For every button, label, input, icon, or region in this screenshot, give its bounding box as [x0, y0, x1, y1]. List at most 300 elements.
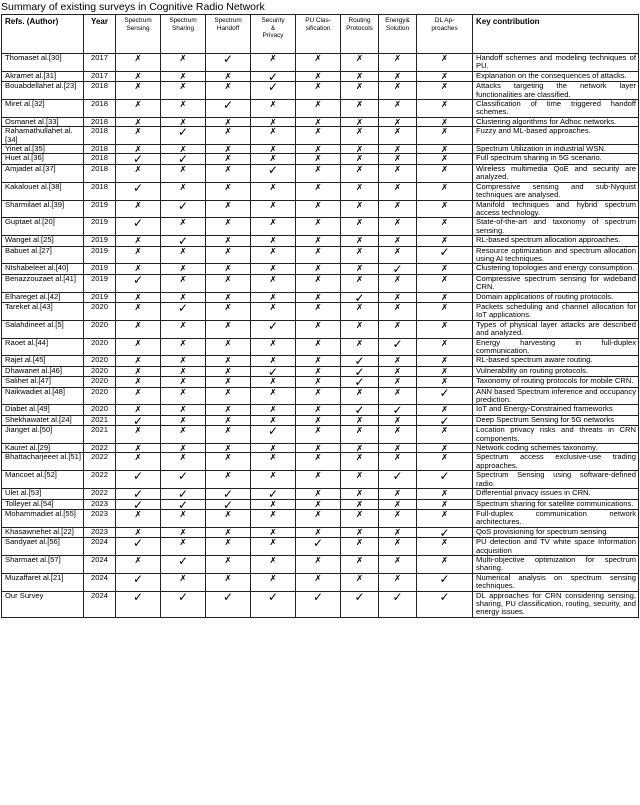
table-row: [2, 366, 639, 376]
ref-author: Bouabdellahet al.[23]: [2, 82, 84, 100]
year: 2020: [84, 302, 116, 320]
year: 2017: [84, 71, 116, 81]
cross-icon: ✗: [296, 246, 341, 264]
cross-icon: ✗: [116, 164, 161, 182]
column-header: Refs. (Author): [2, 15, 84, 54]
cross-icon: ✗: [417, 236, 473, 246]
cross-icon: ✗: [116, 509, 161, 527]
key-contribution: Wireless multimedia QoE and security are analyzed.: [473, 164, 639, 182]
cross-icon: ✗: [296, 82, 341, 100]
table-row: [2, 499, 639, 509]
cross-icon: ✗: [341, 236, 379, 246]
year: 2018: [84, 100, 116, 118]
cross-icon: ✗: [379, 538, 417, 556]
table-row: [2, 71, 639, 81]
column-header: Spectrum Sharing: [161, 15, 206, 54]
cross-icon: ✗: [206, 387, 251, 405]
cross-icon: ✗: [206, 82, 251, 100]
cross-icon: ✗: [206, 338, 251, 356]
key-contribution: Taxonomy of routing protocols for mobile CRN.: [473, 377, 639, 387]
cross-icon: ✗: [296, 444, 341, 453]
key-contribution: Network coding schemes taxonomy.: [473, 444, 639, 453]
cross-icon: ✗: [251, 236, 296, 246]
cross-icon: ✗: [251, 218, 296, 236]
year: 2019: [84, 274, 116, 292]
key-contribution: Clustering algorithms for Adhoc networks.: [473, 117, 639, 126]
year: 2019: [84, 218, 116, 236]
cross-icon: ✗: [379, 145, 417, 154]
cross-icon: ✗: [417, 509, 473, 527]
cross-icon: ✗: [341, 182, 379, 200]
cross-icon: ✗: [161, 274, 206, 292]
cross-icon: ✗: [341, 509, 379, 527]
cross-icon: ✗: [116, 54, 161, 72]
cross-icon: ✗: [296, 302, 341, 320]
cross-icon: ✗: [116, 377, 161, 387]
table-row: [2, 200, 639, 218]
check-icon: ✓: [341, 591, 379, 617]
check-icon: ✓: [116, 489, 161, 499]
check-icon: ✓: [116, 499, 161, 509]
table-row: [2, 264, 639, 274]
check-icon: ✓: [161, 127, 206, 145]
cross-icon: ✗: [341, 246, 379, 264]
table-row: [2, 182, 639, 200]
table-caption: Summary of existing surveys in Cognitive Radio Network: [1, 1, 265, 13]
cross-icon: ✗: [251, 264, 296, 274]
cross-icon: ✗: [379, 200, 417, 218]
cross-icon: ✗: [161, 182, 206, 200]
check-icon: ✓: [379, 471, 417, 489]
check-icon: ✓: [251, 82, 296, 100]
cross-icon: ✗: [417, 274, 473, 292]
cross-icon: ✗: [251, 338, 296, 356]
cross-icon: ✗: [251, 100, 296, 118]
cross-icon: ✗: [341, 71, 379, 81]
cross-icon: ✗: [206, 274, 251, 292]
cross-icon: ✗: [379, 100, 417, 118]
cross-icon: ✗: [417, 489, 473, 499]
ref-author: Salihet al.[47]: [2, 377, 84, 387]
cross-icon: ✗: [379, 164, 417, 182]
key-contribution: Numerical analysis on spectrum sensing techniques.: [473, 573, 639, 591]
check-icon: ✓: [116, 154, 161, 164]
year: 2023: [84, 527, 116, 537]
cross-icon: ✗: [296, 236, 341, 246]
cross-icon: ✗: [206, 145, 251, 154]
year: 2020: [84, 387, 116, 405]
year: 2023: [84, 499, 116, 509]
cross-icon: ✗: [161, 387, 206, 405]
key-contribution: QoS provisioning for spectrum sensing: [473, 527, 639, 537]
year: 2019: [84, 200, 116, 218]
check-icon: ✓: [417, 471, 473, 489]
cross-icon: ✗: [206, 127, 251, 145]
table-row: [2, 509, 639, 527]
cross-icon: ✗: [116, 292, 161, 302]
check-icon: ✓: [116, 218, 161, 236]
check-icon: ✓: [379, 591, 417, 617]
key-contribution: Multi-objective optimization for spectrum sharing.: [473, 555, 639, 573]
cross-icon: ✗: [379, 387, 417, 405]
cross-icon: ✗: [296, 164, 341, 182]
table-row: [2, 356, 639, 366]
ref-author: Bhattacharjeeet al.[51]: [2, 453, 84, 471]
ref-author: Miret al.[32]: [2, 100, 84, 118]
cross-icon: ✗: [206, 377, 251, 387]
table-row: [2, 302, 639, 320]
cross-icon: ✗: [161, 320, 206, 338]
check-icon: ✓: [116, 274, 161, 292]
cross-icon: ✗: [341, 387, 379, 405]
cross-icon: ✗: [161, 100, 206, 118]
key-contribution: Deep Spectrum Sensing for 5G networks: [473, 415, 639, 425]
table-row: [2, 292, 639, 302]
cross-icon: ✗: [379, 453, 417, 471]
key-contribution: Spectrum Utilization in industrial WSN.: [473, 145, 639, 154]
check-icon: ✓: [379, 338, 417, 356]
year: 2024: [84, 538, 116, 556]
key-contribution: Full spectrum sharing in 5G scenario.: [473, 154, 639, 164]
check-icon: ✓: [417, 527, 473, 537]
cross-icon: ✗: [417, 218, 473, 236]
cross-icon: ✗: [161, 444, 206, 453]
year: 2018: [84, 127, 116, 145]
cross-icon: ✗: [206, 555, 251, 573]
check-icon: ✓: [296, 538, 341, 556]
year: 2019: [84, 236, 116, 246]
cross-icon: ✗: [116, 426, 161, 444]
cross-icon: ✗: [341, 573, 379, 591]
cross-icon: ✗: [251, 538, 296, 556]
ref-author: Shekhawatet al.[24]: [2, 415, 84, 425]
cross-icon: ✗: [161, 82, 206, 100]
cross-icon: ✗: [379, 377, 417, 387]
check-icon: ✓: [251, 164, 296, 182]
cross-icon: ✗: [379, 573, 417, 591]
cross-icon: ✗: [341, 489, 379, 499]
cross-icon: ✗: [251, 356, 296, 366]
cross-icon: ✗: [116, 117, 161, 126]
year: 2022: [84, 453, 116, 471]
cross-icon: ✗: [251, 573, 296, 591]
cross-icon: ✗: [161, 573, 206, 591]
table-body: [2, 54, 639, 618]
cross-icon: ✗: [161, 145, 206, 154]
cross-icon: ✗: [206, 154, 251, 164]
cross-icon: ✗: [417, 264, 473, 274]
ref-author: Amjadet al.[37]: [2, 164, 84, 182]
cross-icon: ✗: [251, 444, 296, 453]
cross-icon: ✗: [251, 415, 296, 425]
ref-author: Dhawanet al.[46]: [2, 366, 84, 376]
cross-icon: ✗: [296, 471, 341, 489]
table-row: [2, 426, 639, 444]
cross-icon: ✗: [296, 387, 341, 405]
key-contribution: Compressive sensing and sub-Nyquist techniques are analysed.: [473, 182, 639, 200]
column-header: Spectrum Handoff: [206, 15, 251, 54]
cross-icon: ✗: [251, 387, 296, 405]
year: 2022: [84, 471, 116, 489]
cross-icon: ✗: [206, 264, 251, 274]
cross-icon: ✗: [296, 182, 341, 200]
cross-icon: ✗: [296, 218, 341, 236]
cross-icon: ✗: [296, 527, 341, 537]
cross-icon: ✗: [161, 218, 206, 236]
ref-author: Osmanet al.[33]: [2, 117, 84, 126]
column-header: Spectrum Sensing: [116, 15, 161, 54]
cross-icon: ✗: [379, 154, 417, 164]
cross-icon: ✗: [206, 527, 251, 537]
cross-icon: ✗: [161, 426, 206, 444]
key-contribution: Spectrum sharing for satellite communications.: [473, 499, 639, 509]
ref-author: Rajet al.[45]: [2, 356, 84, 366]
ref-author: Thomaset al.[30]: [2, 54, 84, 72]
cross-icon: ✗: [161, 366, 206, 376]
cross-icon: ✗: [417, 555, 473, 573]
check-icon: ✓: [116, 471, 161, 489]
cross-icon: ✗: [296, 555, 341, 573]
cross-icon: ✗: [379, 356, 417, 366]
cross-icon: ✗: [296, 426, 341, 444]
cross-icon: ✗: [296, 338, 341, 356]
cross-icon: ✗: [341, 444, 379, 453]
ref-author: Naikwadiet al.[48]: [2, 387, 84, 405]
cross-icon: ✗: [116, 236, 161, 246]
key-contribution: Spectrum access exclusive-use trading approaches.: [473, 453, 639, 471]
check-icon: ✓: [341, 292, 379, 302]
cross-icon: ✗: [296, 127, 341, 145]
cross-icon: ✗: [206, 320, 251, 338]
cross-icon: ✗: [116, 127, 161, 145]
cross-icon: ✗: [296, 415, 341, 425]
cross-icon: ✗: [417, 292, 473, 302]
cross-icon: ✗: [417, 127, 473, 145]
check-icon: ✓: [417, 415, 473, 425]
year: 2021: [84, 415, 116, 425]
cross-icon: ✗: [341, 471, 379, 489]
cross-icon: ✗: [341, 264, 379, 274]
cross-icon: ✗: [206, 444, 251, 453]
cross-icon: ✗: [417, 338, 473, 356]
year: 2022: [84, 489, 116, 499]
key-contribution: Differential privacy issues in CRN.: [473, 489, 639, 499]
cross-icon: ✗: [251, 292, 296, 302]
check-icon: ✓: [417, 387, 473, 405]
cross-icon: ✗: [161, 54, 206, 72]
ref-author: Benazzouzaet al.[41]: [2, 274, 84, 292]
table-row: [2, 218, 639, 236]
ref-author: Tolleyet al.[54]: [2, 499, 84, 509]
check-icon: ✓: [116, 415, 161, 425]
cross-icon: ✗: [116, 527, 161, 537]
cross-icon: ✗: [116, 71, 161, 81]
cross-icon: ✗: [379, 127, 417, 145]
check-icon: ✓: [206, 591, 251, 617]
table-row: [2, 405, 639, 415]
check-icon: ✓: [341, 356, 379, 366]
key-contribution: ANN based Spectrum inference and occupancy prediction.: [473, 387, 639, 405]
cross-icon: ✗: [116, 555, 161, 573]
cross-icon: ✗: [379, 555, 417, 573]
cross-icon: ✗: [251, 182, 296, 200]
cross-icon: ✗: [251, 527, 296, 537]
cross-icon: ✗: [341, 538, 379, 556]
check-icon: ✓: [161, 200, 206, 218]
key-contribution: State-of-the-art and taxonomy of spectrum sensing.: [473, 218, 639, 236]
check-icon: ✓: [161, 302, 206, 320]
check-icon: ✓: [417, 246, 473, 264]
cross-icon: ✗: [417, 71, 473, 81]
cross-icon: ✗: [161, 164, 206, 182]
cross-icon: ✗: [161, 405, 206, 415]
cross-icon: ✗: [341, 82, 379, 100]
ref-author: Kauret al.[29]: [2, 444, 84, 453]
cross-icon: ✗: [206, 453, 251, 471]
table-row: [2, 591, 639, 617]
ref-author: Yinet al.[35]: [2, 145, 84, 154]
key-contribution: Spectrum Sensing using software-defined radio.: [473, 471, 639, 489]
cross-icon: ✗: [296, 489, 341, 499]
cross-icon: ✗: [251, 200, 296, 218]
cross-icon: ✗: [379, 54, 417, 72]
year: 2020: [84, 405, 116, 415]
cross-icon: ✗: [161, 509, 206, 527]
check-icon: ✓: [161, 471, 206, 489]
check-icon: ✓: [161, 236, 206, 246]
cross-icon: ✗: [251, 453, 296, 471]
cross-icon: ✗: [341, 54, 379, 72]
ref-author: Diabet al.[49]: [2, 405, 84, 415]
cross-icon: ✗: [341, 100, 379, 118]
key-contribution: Types of physical layer attacks are described and analyzed.: [473, 320, 639, 338]
cross-icon: ✗: [341, 218, 379, 236]
check-icon: ✓: [251, 320, 296, 338]
cross-icon: ✗: [341, 274, 379, 292]
table-row: [2, 338, 639, 356]
cross-icon: ✗: [161, 356, 206, 366]
cross-icon: ✗: [417, 444, 473, 453]
cross-icon: ✗: [116, 387, 161, 405]
year: 2017: [84, 54, 116, 72]
cross-icon: ✗: [206, 573, 251, 591]
cross-icon: ✗: [417, 377, 473, 387]
cross-icon: ✗: [251, 302, 296, 320]
table-row: [2, 127, 639, 145]
cross-icon: ✗: [251, 471, 296, 489]
column-header: Key contribution: [473, 15, 639, 54]
cross-icon: ✗: [417, 100, 473, 118]
year: 2019: [84, 292, 116, 302]
cross-icon: ✗: [116, 320, 161, 338]
check-icon: ✓: [251, 489, 296, 499]
check-icon: ✓: [417, 591, 473, 617]
cross-icon: ✗: [251, 154, 296, 164]
key-contribution: Handoff schemes and modeling techniques of PU.: [473, 54, 639, 72]
ref-author: Salahdineet al.[5]: [2, 320, 84, 338]
cross-icon: ✗: [417, 54, 473, 72]
ref-author: Jianget al.[50]: [2, 426, 84, 444]
table-row: [2, 415, 639, 425]
cross-icon: ✗: [206, 117, 251, 126]
cross-icon: ✗: [116, 100, 161, 118]
ref-author: Our Survey: [2, 591, 84, 617]
cross-icon: ✗: [296, 499, 341, 509]
table-row: [2, 573, 639, 591]
cross-icon: ✗: [251, 377, 296, 387]
key-contribution: Compressive spectrum sensing for wideband CRN.: [473, 274, 639, 292]
cross-icon: ✗: [206, 366, 251, 376]
year: 2019: [84, 264, 116, 274]
key-contribution: Vulnerability on routing protocols.: [473, 366, 639, 376]
key-contribution: Explanation on the consequences of attacks.: [473, 71, 639, 81]
cross-icon: ✗: [379, 527, 417, 537]
check-icon: ✓: [251, 426, 296, 444]
check-icon: ✓: [161, 499, 206, 509]
check-icon: ✓: [251, 591, 296, 617]
cross-icon: ✗: [251, 405, 296, 415]
cross-icon: ✗: [341, 338, 379, 356]
key-contribution: Fuzzy and ML-based approaches.: [473, 127, 639, 145]
year: 2018: [84, 182, 116, 200]
cross-icon: ✗: [379, 320, 417, 338]
cross-icon: ✗: [251, 499, 296, 509]
key-contribution: Domain applications of routing protocols.: [473, 292, 639, 302]
cross-icon: ✗: [417, 405, 473, 415]
cross-icon: ✗: [116, 264, 161, 274]
cross-icon: ✗: [206, 236, 251, 246]
cross-icon: ✗: [116, 246, 161, 264]
cross-icon: ✗: [341, 200, 379, 218]
cross-icon: ✗: [417, 538, 473, 556]
check-icon: ✓: [161, 154, 206, 164]
cross-icon: ✗: [417, 200, 473, 218]
check-icon: ✓: [251, 71, 296, 81]
cross-icon: ✗: [296, 320, 341, 338]
cross-icon: ✗: [417, 453, 473, 471]
cross-icon: ✗: [379, 292, 417, 302]
cross-icon: ✗: [379, 182, 417, 200]
cross-icon: ✗: [251, 509, 296, 527]
table-row: [2, 489, 639, 499]
ref-author: Babuet al.[27]: [2, 246, 84, 264]
cross-icon: ✗: [417, 366, 473, 376]
year: 2022: [84, 444, 116, 453]
cross-icon: ✗: [296, 71, 341, 81]
check-icon: ✓: [161, 489, 206, 499]
cross-icon: ✗: [116, 444, 161, 453]
cross-icon: ✗: [341, 453, 379, 471]
key-contribution: Clustering topologies and energy consumption.: [473, 264, 639, 274]
table-row: [2, 377, 639, 387]
cross-icon: ✗: [206, 218, 251, 236]
check-icon: ✓: [161, 555, 206, 573]
check-icon: ✓: [341, 377, 379, 387]
table-row: [2, 154, 639, 164]
check-icon: ✓: [251, 366, 296, 376]
ref-author: Wanget al.[25]: [2, 236, 84, 246]
cross-icon: ✗: [116, 145, 161, 154]
cross-icon: ✗: [161, 538, 206, 556]
year: 2020: [84, 377, 116, 387]
column-header: Energy& Solution: [379, 15, 417, 54]
ref-author: Khasawnehet al.[22]: [2, 527, 84, 537]
cross-icon: ✗: [116, 200, 161, 218]
cross-icon: ✗: [341, 426, 379, 444]
cross-icon: ✗: [251, 117, 296, 126]
cross-icon: ✗: [417, 164, 473, 182]
cross-icon: ✗: [296, 145, 341, 154]
